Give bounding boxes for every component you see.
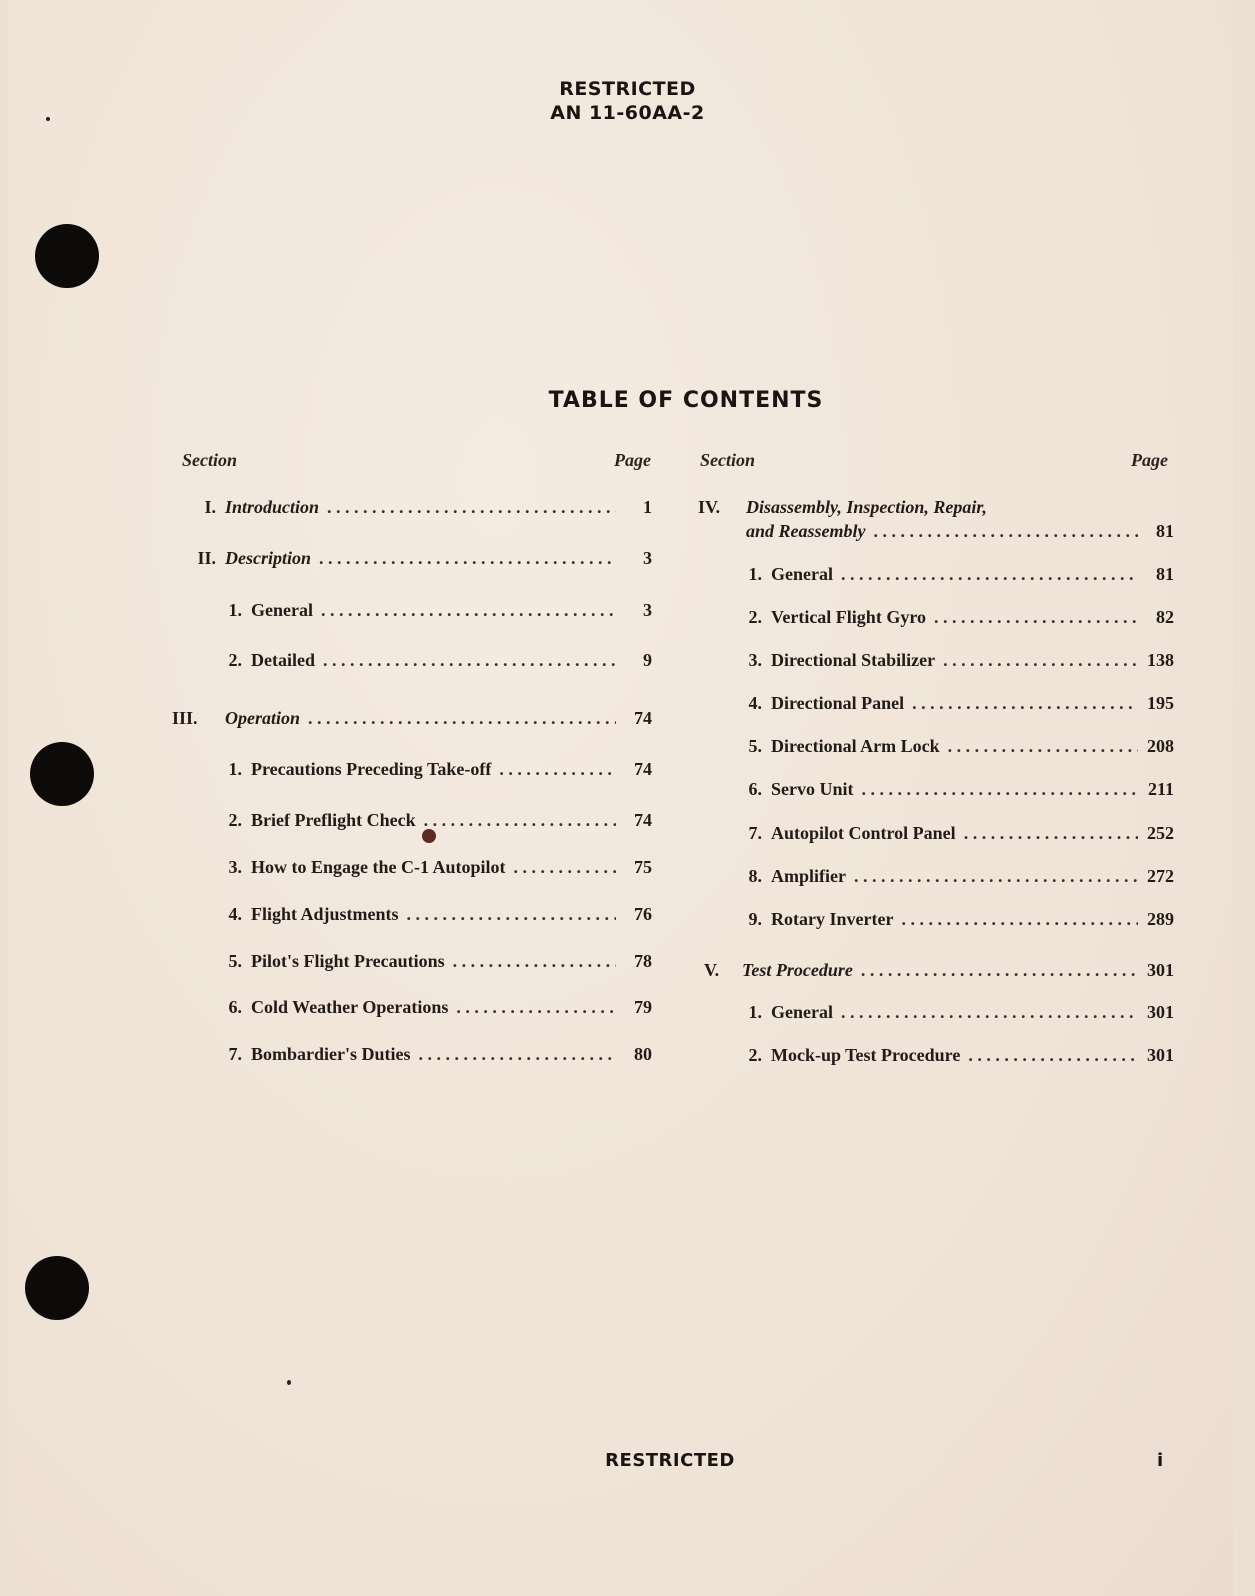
section-number: II. xyxy=(197,548,216,568)
entry-page: 211 xyxy=(1147,779,1174,799)
dot-leader xyxy=(407,904,616,925)
toc-entry-4-2[interactable] xyxy=(744,607,1174,631)
toc-entry-section-1[interactable] xyxy=(182,497,652,521)
subsection-number: 3. xyxy=(228,857,242,877)
toc-entry-5-2[interactable] xyxy=(744,1045,1174,1069)
entry-label-line1: Disassembly, Inspection, Repair, xyxy=(746,497,987,517)
section-number: IV. xyxy=(698,497,721,517)
toc-entry-3-1[interactable] xyxy=(224,759,652,783)
subsection-number: 1. xyxy=(748,564,762,584)
toc-entry-4-1[interactable] xyxy=(744,564,1174,588)
toc-entry-2-1[interactable] xyxy=(224,600,652,624)
entry-label: General xyxy=(771,1002,833,1022)
entry-page: 74 xyxy=(634,708,652,728)
dot-leader xyxy=(327,497,616,518)
punch-hole-middle xyxy=(30,742,94,806)
subsection-number: 7. xyxy=(228,1044,242,1064)
dot-leader xyxy=(319,548,616,569)
entry-label: Flight Adjustments xyxy=(251,904,399,924)
entry-page: 272 xyxy=(1147,866,1174,886)
dot-leader xyxy=(901,909,1138,930)
entry-label: Cold Weather Operations xyxy=(251,997,449,1017)
entry-label: Precautions Preceding Take-off xyxy=(251,759,492,779)
entry-label: Rotary Inverter xyxy=(771,909,894,929)
dot-leader xyxy=(514,857,616,878)
punch-hole-bottom xyxy=(25,1256,89,1320)
entry-page: 208 xyxy=(1147,736,1174,756)
toc-entry-4-4[interactable] xyxy=(744,693,1174,717)
entry-label: Bombardier's Duties xyxy=(251,1044,411,1064)
dot-leader xyxy=(861,960,1138,981)
toc-entry-section-5[interactable] xyxy=(704,960,1174,984)
entry-label: and Reassembly xyxy=(746,521,866,541)
subsection-number: 2. xyxy=(228,650,242,670)
entry-label: Directional Panel xyxy=(771,693,905,713)
section-number: V. xyxy=(704,960,720,980)
entry-label: Autopilot Control Panel xyxy=(771,823,956,843)
dot-leader xyxy=(424,810,616,831)
subsection-number: 5. xyxy=(228,951,242,971)
right-page-heading: Page xyxy=(1131,450,1168,470)
dot-leader xyxy=(456,997,616,1018)
dot-leader xyxy=(321,600,616,621)
right-section-heading: Section xyxy=(700,450,756,470)
entry-label: Servo Unit xyxy=(771,779,854,799)
entry-label: Pilot's Flight Precautions xyxy=(251,951,445,971)
entry-label: General xyxy=(771,564,833,584)
entry-page: 75 xyxy=(634,857,652,877)
subsection-number: 3. xyxy=(748,650,762,670)
entry-page: 301 xyxy=(1147,960,1174,980)
subsection-number: 1. xyxy=(748,1002,762,1022)
entry-label: Directional Stabilizer xyxy=(771,650,936,670)
entry-page: 301 xyxy=(1147,1002,1174,1022)
entry-page: 81 xyxy=(1156,521,1174,541)
toc-entry-4-7[interactable] xyxy=(744,823,1174,847)
dot-leader xyxy=(499,759,616,780)
toc-entry-4-5[interactable] xyxy=(744,736,1174,760)
entry-page: 79 xyxy=(634,997,652,1017)
dot-leader xyxy=(968,1045,1138,1066)
toc-entry-4-8[interactable] xyxy=(744,866,1174,890)
toc-entry-section-4-line1[interactable] xyxy=(698,497,1178,521)
subsection-number: 9. xyxy=(748,909,762,929)
dot-leader xyxy=(419,1044,617,1065)
dot-leader xyxy=(964,823,1138,844)
toc-entry-3-4[interactable] xyxy=(224,904,652,928)
entry-page: 81 xyxy=(1156,564,1174,584)
subsection-number: 5. xyxy=(748,736,762,756)
dot-leader xyxy=(854,866,1138,887)
entry-label: How to Engage the C-1 Autopilot xyxy=(251,857,506,877)
entry-label: Brief Preflight Check xyxy=(251,810,416,830)
toc-entry-section-3[interactable] xyxy=(172,708,652,732)
entry-page: 301 xyxy=(1147,1045,1174,1065)
entry-page: 80 xyxy=(634,1044,652,1064)
dot-leader xyxy=(323,650,616,671)
toc-entry-section-4[interactable] xyxy=(746,521,1174,545)
entry-label: General xyxy=(251,600,313,620)
page-number: i xyxy=(1157,1450,1164,1471)
entry-label: Directional Arm Lock xyxy=(771,736,940,756)
toc-entry-3-6[interactable] xyxy=(224,997,652,1021)
dot-leader xyxy=(453,951,616,972)
entry-label: Introduction xyxy=(225,497,320,517)
entry-label: Description xyxy=(225,548,312,568)
subsection-number: 4. xyxy=(748,693,762,713)
toc-entry-section-2[interactable] xyxy=(182,548,652,572)
dot-leader xyxy=(948,736,1138,757)
entry-page: 195 xyxy=(1147,693,1174,713)
dot-leader xyxy=(934,607,1138,628)
dot-leader xyxy=(874,521,1139,542)
section-number: I. xyxy=(204,497,216,517)
entry-page: 3 xyxy=(643,548,652,568)
entry-label: Amplifier xyxy=(771,866,846,886)
entry-label: Mock-up Test Procedure xyxy=(771,1045,961,1065)
entry-page: 78 xyxy=(634,951,652,971)
toc-entry-3-2[interactable] xyxy=(224,810,652,834)
entry-label: Test Procedure xyxy=(742,960,853,980)
left-page-heading: Page xyxy=(614,450,651,470)
entry-page: 9 xyxy=(643,650,652,670)
entry-page: 138 xyxy=(1147,650,1174,670)
entry-page: 1 xyxy=(643,497,652,517)
dot-leader xyxy=(943,650,1138,671)
subsection-number: 2. xyxy=(228,810,242,830)
subsection-number: 4. xyxy=(228,904,242,924)
paper-speck xyxy=(287,1380,291,1385)
dot-leader xyxy=(912,693,1138,714)
toc-entry-2-2[interactable] xyxy=(224,650,652,674)
toc-entry-3-3[interactable] xyxy=(224,857,652,881)
footer-classification: RESTRICTED xyxy=(605,1450,735,1471)
subsection-number: 2. xyxy=(748,607,762,627)
header-classification: RESTRICTED xyxy=(559,78,696,100)
entry-label: Operation xyxy=(225,708,301,728)
toc-entry-3-7[interactable] xyxy=(224,1044,652,1068)
entry-page: 76 xyxy=(634,904,652,924)
toc-entry-4-6[interactable] xyxy=(744,779,1174,803)
header-doc-number: AN 11-60AA-2 xyxy=(550,102,705,124)
entry-page: 74 xyxy=(634,810,652,830)
subsection-number: 7. xyxy=(748,823,762,843)
subsection-number: 1. xyxy=(228,600,242,620)
dot-leader xyxy=(862,779,1139,800)
left-section-heading: Section xyxy=(182,450,238,470)
dot-leader xyxy=(841,1002,1138,1023)
subsection-number: 1. xyxy=(228,759,242,779)
section-number: III. xyxy=(172,708,198,728)
toc-entry-3-5[interactable] xyxy=(224,951,652,975)
subsection-number: 6. xyxy=(748,779,762,799)
entry-page: 252 xyxy=(1147,823,1174,843)
subsection-number: 6. xyxy=(228,997,242,1017)
subsection-number: 8. xyxy=(748,866,762,886)
page-title: TABLE OF CONTENTS xyxy=(548,388,824,413)
entry-page: 74 xyxy=(634,759,652,779)
entry-label: Vertical Flight Gyro xyxy=(771,607,926,627)
punch-hole-top xyxy=(35,224,99,288)
toc-entry-4-3[interactable] xyxy=(744,650,1174,674)
entry-page: 82 xyxy=(1156,607,1174,627)
entry-page: 3 xyxy=(643,600,652,620)
subsection-number: 2. xyxy=(748,1045,762,1065)
dot-leader xyxy=(841,564,1138,585)
dot-leader xyxy=(308,708,616,729)
entry-page: 289 xyxy=(1147,909,1174,929)
toc-entry-4-9[interactable] xyxy=(744,909,1174,933)
entry-label: Detailed xyxy=(251,650,315,670)
toc-entry-5-1[interactable] xyxy=(744,1002,1174,1026)
